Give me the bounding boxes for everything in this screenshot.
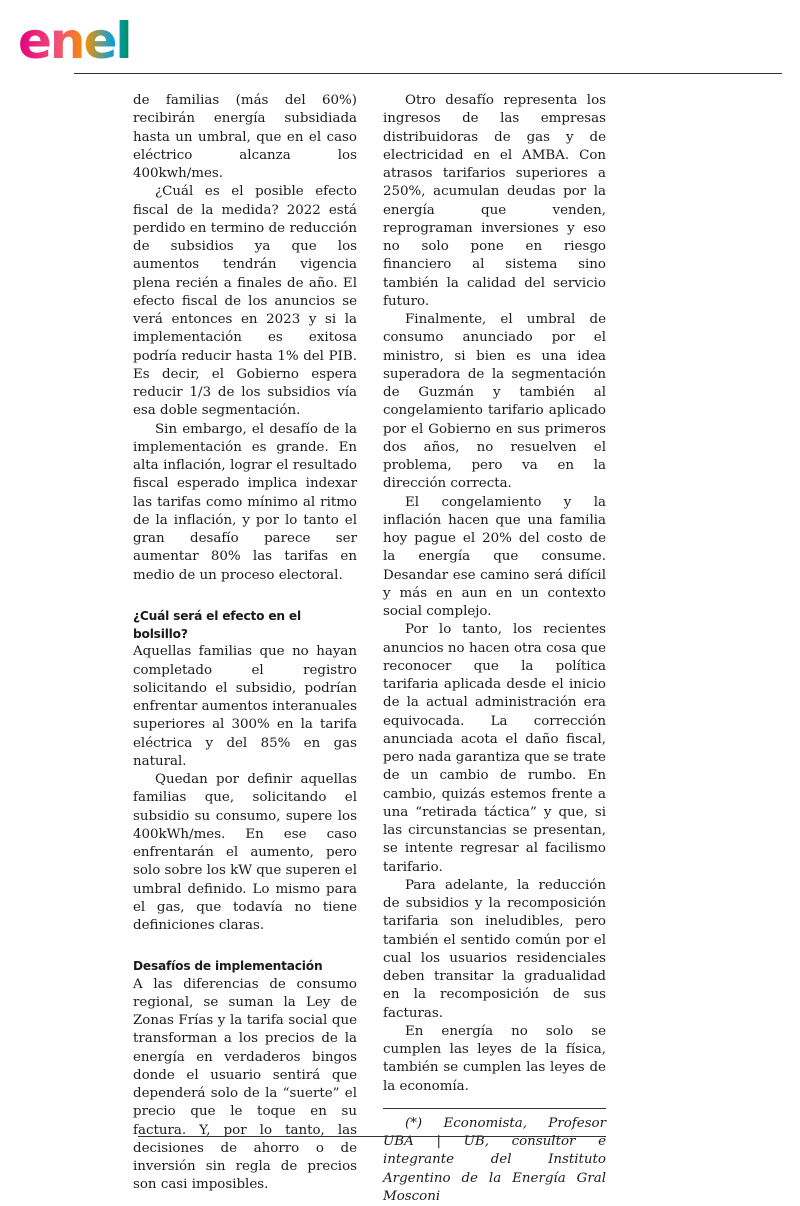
paragraph: Sin embargo, el desafío de la implementación es grande. En alta inflación, lograr el resultado fiscal esperado implica indexar las tarifas como mínimo al ritmo de la inflación, y por lo tanto el gran desafío parece ser aumentar 80% las tarifas en medio de un proceso electoral.	[133, 421, 357, 583]
footer-divider	[138, 1136, 606, 1137]
paragraph: de familias (más del 60%) recibirán energía subsidiada hasta un umbral, que en el caso eléctrico alcanza los 400kwh/mes.	[133, 93, 357, 181]
article-column-right	[383, 92, 606, 1206]
paragraph: En energía no solo se cumplen las leyes de la física, también se cumplen las leyes de la economía.	[383, 1023, 606, 1094]
paragraph: A las diferencias de consumo regional, se suman la Ley de Zonas Frías y la tarifa social que transforman a los precios de la energía en verdaderos bingos donde el usuario sentirá que dependerá solo de la “suerte” el precio que le toque en su factura. Y, por lo tanto, las decisiones de ahorro o de inversión sin regla de precios son casi imposibles.	[133, 976, 357, 1193]
header-divider	[74, 73, 782, 74]
paragraph: Finalmente, el umbral de consumo anunciado por el ministro, si bien es una idea superadora de la segmentación de Guzmán y también al congelamiento tarifario aplicado por el Gobierno en sus primeros dos años, no resuelven el problema, pero va en la dirección correcta.	[383, 312, 606, 492]
footnote-divider	[383, 1108, 606, 1109]
subheading-implementacion: Desafíos de implementación	[133, 959, 323, 974]
subheading-bolsillo: ¿Cuál será el efecto en el bolsillo?	[133, 608, 301, 641]
paragraph: Para adelante, la reducción de subsidios y la recomposición tarifaria son ineludibles, pero también el sentido común por el cual los usuarios residenciales deben transitar la gradualidad en la recomposición de sus facturas.	[383, 877, 606, 1021]
logo-text: enel	[18, 12, 131, 66]
article-column-left	[133, 92, 357, 1195]
paragraph: Otro desafío representa los ingresos de las empresas distribuidoras de gas y de electricidad en el AMBA. Con atrasos tarifarios superiores a 250%, acumulan deudas por la energía que venden, reprograman inversiones y eso no solo pone en riesgo financiero al sistema sino también la calidad del servicio futuro.	[383, 93, 606, 309]
enel-logo	[18, 10, 178, 66]
paragraph: El congelamiento y la inflación hacen que una familia hoy pague el 20% del costo de la energía que consume. Desandar ese camino será difícil y más en aun en un contexto social complejo.	[383, 494, 606, 619]
paragraph: Por lo tanto, los recientes anuncios no hacen otra cosa que reconocer que la política tarifaria aplicada desde el inicio de la actual administración era equivocada. La corrección anunciada acota el daño fiscal, pero nada garantiza que se trate de un cambio de rumbo. En cambio, quizás estemos frente a una “retirada táctica” y que, si las circunstancias se presentan, se intente regresar al facilismo tarifario.	[383, 622, 606, 875]
paragraph: Aquellas familias que no hayan completado el registro solicitando el subsidio, podrían enfrentar aumentos interanuales superiores al 300% en la tarifa eléctrica y del 85% en gas natural.	[133, 644, 357, 769]
paragraph: Quedan por definir aquellas familias que, solicitando el subsidio su consumo, supere los 400kWh/mes. En ese caso enfrentarán el aumento, pero solo sobre los kW que superen el umbral definido. Lo mismo para el gas, que todavía no tiene definiciones claras.	[133, 772, 358, 933]
author-footnote: (*) Economista, Profesor UBA | UB, consultor e integrante del Instituto Argentino de la Energía Gral Mosconi	[383, 1115, 606, 1204]
paragraph: ¿Cuál es el posible efecto fiscal de la medida? 2022 está perdido en termino de reducción de subsidios ya que los aumentos tendrán vigencia plena recién a finales de año. El efecto fiscal de los anuncios se verá entonces en 2023 y si la implementación es exitosa podría reducir hasta 1% del PIB. Es decir, el Gobierno espera reducir 1/3 de los subsidios vía esa doble segmentación.	[133, 184, 357, 419]
